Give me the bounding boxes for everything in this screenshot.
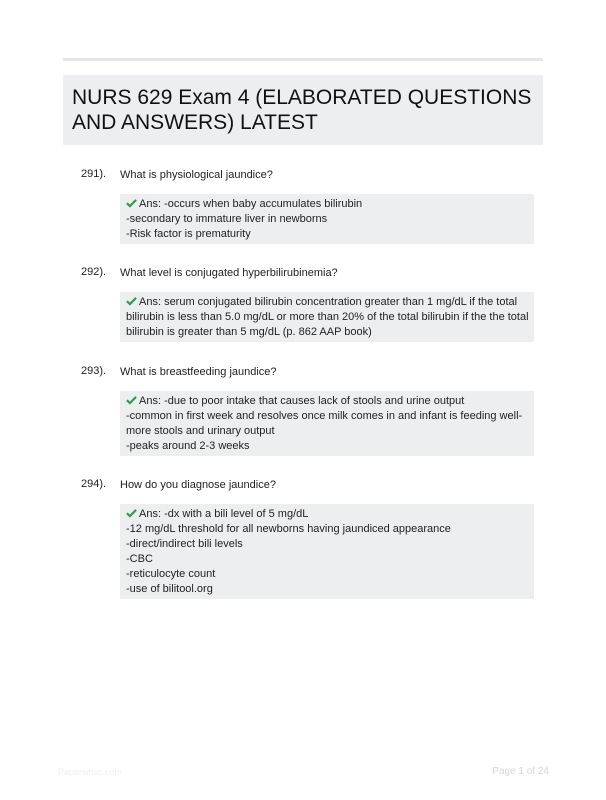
checkmark-icon [126, 198, 137, 208]
answer-line: bilirubin is less than 5.0 mg/dL or more than 20% of the total bilirubin if the the total [126, 311, 529, 323]
question-text: What level is conjugated hyperbilirubinemia? [120, 267, 338, 279]
question-number: 294). [81, 478, 107, 490]
checkmark-icon [126, 508, 137, 518]
answer-line: -direct/indirect bili levels [126, 538, 243, 550]
question-number: 291). [81, 168, 107, 180]
answer-line: -reticulocyte count [126, 568, 216, 580]
top-divider [63, 58, 543, 61]
answer-line: -Risk factor is prematurity [126, 228, 251, 240]
answer-box [120, 292, 534, 342]
question-text: What is breastfeeding jaundice? [120, 366, 277, 378]
answer-line: -12 mg/dL threshold for all newborns having jaundiced appearance [126, 523, 451, 535]
question-text: How do you diagnose jaundice? [120, 479, 276, 491]
checkmark-icon [126, 395, 137, 405]
answer-box [120, 194, 534, 244]
page-number: Page 1 of 24 [492, 766, 549, 777]
answer-line: more stools and urinary output [126, 425, 275, 437]
question-text: What is physiological jaundice? [120, 169, 273, 181]
answer-box [120, 391, 534, 456]
answer-line: Ans: serum conjugated bilirubin concentration greater than 1 mg/dL if the total [126, 295, 528, 310]
answer-line: bilirubin is greater than 5 mg/dL (p. 862 AAP book) [126, 326, 372, 338]
answer-line: -CBC [126, 553, 153, 565]
answer-line: -secondary to immature liver in newborns [126, 213, 328, 225]
answer-line: -use of bilitool.org [126, 583, 213, 595]
footer-watermark: Paperwtbic.com [58, 767, 123, 777]
answer-line: -peaks around 2-3 weeks [126, 440, 250, 452]
question-number: 292). [81, 266, 107, 278]
answer-line: -common in first week and resolves once milk comes in and infant is feeding well- [126, 410, 523, 422]
question-number: 293). [81, 365, 107, 377]
checkmark-icon [126, 296, 137, 306]
page-title: NURS 629 Exam 4 (ELABORATED QUESTIONS AND ANSWERS) LATEST [72, 86, 532, 134]
answer-line: Ans: -due to poor intake that causes lack of stools and urine output [126, 394, 528, 409]
answer-line: Ans: -dx with a bili level of 5 mg/dL [126, 507, 528, 522]
answer-line: Ans: -occurs when baby accumulates bilirubin [126, 197, 528, 212]
title-banner [63, 75, 543, 145]
answer-box [120, 504, 534, 599]
